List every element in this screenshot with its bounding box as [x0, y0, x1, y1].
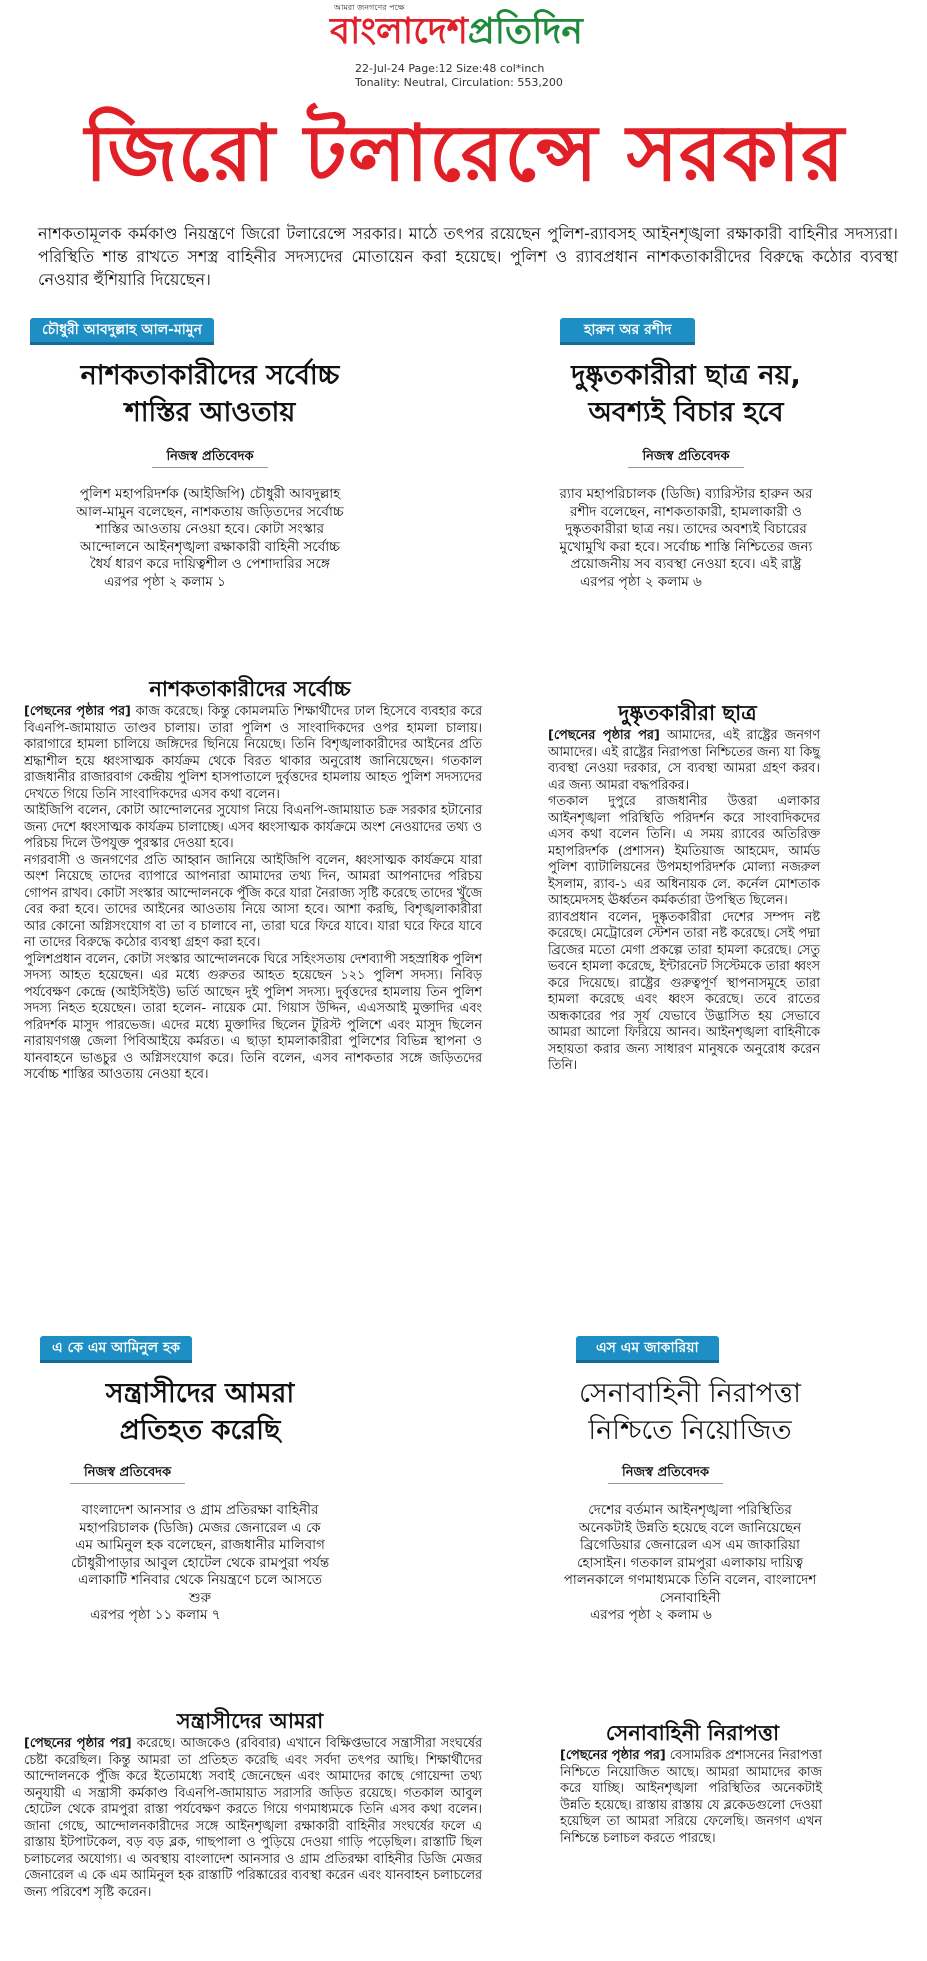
story-army-body — [560, 1748, 822, 1847]
story-army-subhead: সেনাবাহিনী নিরাপত্তা — [605, 1721, 780, 1745]
story-army-jump-label: [পেছনের পৃষ্ঠার পর] — [560, 1748, 666, 1763]
story-igp-jump-label: [পেছনের পৃষ্ঠার পর] — [24, 704, 131, 719]
story-rab-byline-badge: হারুন অর রশীদ — [560, 318, 695, 345]
story-rab-intro-text: র‍্যাব মহাপরিচালক (ডিজি) ব্যারিস্টার হারুন অর রশীদ বলেছেন, নাশকতাকারী, হামলাকারী ও দুষ্কৃতকারীরা ছাত্র নয়। তাদের অবশ্যই বিচারের মুখোমুখি করা হবে। সর্বোচ্চ শাস্তি নিশ্চিতের জন্য প্রয়োজনীয় সব ব্যবস্থা নেওয়া হবে। এই রাষ্ট্র — [559, 486, 813, 572]
story-army-title: সেনাবাহিনী নিরাপত্তা নিশ্চিতে নিয়োজিত — [579, 1378, 801, 1446]
story-ansar-intro — [70, 1502, 330, 1607]
story-ansar-jump-label: [পেছনের পৃষ্ঠার পর] — [24, 1736, 132, 1751]
story-rab-para-1: [পেছনের পৃষ্ঠার পর] আমাদের, এই রাষ্ট্রের জনগণ আমাদের। এই রাষ্ট্রের নিরাপত্তা নিশ্চিতের জন্য যা কিছু ব্যবস্থা নেওয়া দরকার, সে ব্যবস্থা আমরা গ্রহণ করব। এর জন্য আমরা বদ্ধপরিকর। — [548, 728, 820, 793]
story-igp-para-3: নগরবাসী ও জনগণের প্রতি আহ্বান জানিয়ে আইজিপি বলেন, ধ্বংসাত্মক কার্যক্রমে যারা অংশ নিয়েছে তাদের ব্যাপারে আপনারা আমাদের তথ্য দিন, আমরা আপনাদের পরিচয় গোপন রাখব। কোটা সংস্কার আন্দোলনকে পুঁজি করে যারা নৈরাজ্য সৃষ্টি করেছে তাদের খুঁজে বের করা হবে। তাদের আইনের আওতায় নিয়ে আসা হবে। আশা করছি, বিশৃঙ্খলাকারীরা আর কোনো অগ্নিসংযোগ বা তা ব চালাবে না, তারা ঘরে ফিরে যাবে। যারা ঘরে ফিরে যাবে না তাদের বিরুদ্ধে কঠোর ব্যবস্থা গ্রহণ করা হবে। — [24, 852, 482, 950]
story-ansar — [40, 1336, 460, 1625]
logo-part-1: বাংলাদেশ — [330, 11, 468, 52]
story-igp-body — [24, 704, 482, 1084]
story-army-byline-badge: এস এম জাকারিয়া — [576, 1336, 719, 1363]
story-igp-intro-text: পুলিশ মহাপরিদর্শক (আইজিপি) চৌধুরী আবদুল্লাহ আল-মামুন বলেছেন, নাশকতায় জড়িতদের সর্বোচ্চ শাস্তির আওতায় নেওয়া হবে। কোটা সংস্কার আন্দোলনে আইনশৃঙ্খলা রক্ষাকারী বাহিনী সর্বোচ্চ ধৈর্য ধারণ করে দায়িত্বশীল ও পেশাদারির সঙ্গে — [76, 486, 344, 572]
story-igp-byline-badge: চৌধুরী আবদুল্লাহ আল-মামুন — [30, 318, 214, 345]
story-army-reporter: নিজস্ব প্রতিবেদক — [608, 1463, 723, 1484]
story-igp-reporter: নিজস্ব প্রতিবেদক — [152, 447, 267, 468]
story-army-continued: এরপর পৃষ্ঠা ২ কলাম ৬ — [590, 1607, 712, 1623]
story-rab-subhead: দুষ্কৃতকারীরা ছাত্র — [618, 701, 757, 725]
story-ansar-subhead: সন্ত্রাসীদের আমরা — [176, 1709, 324, 1733]
story-igp-continued: এরপর পৃষ্ঠা ২ কলাম ১ — [104, 573, 226, 590]
clipping-meta — [355, 62, 563, 90]
story-army-para-1: [পেছনের পৃষ্ঠার পর] বেসামরিক প্রশাসনের নিরাপত্তা নিশ্চিতে নিয়োজিত আছে। আমরা আমাদের কাজ করে যাচ্ছি। আইনশৃঙ্খলা পরিস্থিতির অনেকটাই উন্নতি হয়েছে। রাস্তায় রাস্তায় যে ব্লকেডগুলো দেওয়া হয়েছিল তা আমরা সরিয়ে ফেলেছি। জনগণ এখন নিশ্চিন্তে চলাচল করতে পারছে। — [560, 1748, 822, 1846]
story-rab — [540, 318, 910, 591]
story-igp — [30, 318, 460, 591]
story-igp-para-4: পুলিশপ্রধান বলেন, কোটা সংস্কার আন্দোলনকে ঘিরে সহিংসতায় দেশব্যাপী সহস্রাধিক পুলিশ সদস্য আহত হয়েছেন। এর মধ্যে গুরুতর আহত হয়েছেন ১২১ পুলিশ সদস্য। নিবিড় পর্যবেক্ষণ কেন্দ্রে (আইসিইউ) ভর্তি আছেন দুই পুলিশ সদস্য। দুর্বৃত্তদের হামলায় তিন পুলিশ সদস্য নিহত হয়েছেন। তারা হলেন- নায়েক মো. গিয়াস উদ্দিন, এএসআই মুক্তাদির এবং পরিদর্শক মাসুদ পারভেজ। এদের মধ্যে মুক্তাদির ছিলেন টুরিস্ট পুলিশে এবং মাসুদ ছিলেন নারায়ণগঞ্জ জেলা পিবিআইয়ে কর্মরত। এ ছাড়া হামলাকারীরা পুলিশের বিভিন্ন স্থাপনা ও যানবাহনে ভাঙচুর ও অগ্নিসংযোগ করে। তিনি বলেন, এসব নাশকতার সঙ্গে জড়িতদের সর্বোচ্চ শাস্তির আওতায় নেওয়া হবে। — [24, 951, 482, 1082]
story-ansar-continued: এরপর পৃষ্ঠা ১১ কলাম ৭ — [90, 1607, 221, 1623]
story-ansar-intro-text: বাংলাদেশ আনসার ও গ্রাম প্রতিরক্ষা বাহিনীর মহাপরিচালক (ডিজি) মেজর জেনারেল এ কে এম আমিনুল হক বলেছেন, রাজধানীর মালিবাগ চৌধুরীপাড়ার আবুল হোটেল থেকে রামপুরা পর্যন্ত এলাকাটি শনিবার থেকে নিয়ন্ত্রণে চলে আসতে শুরু — [70, 1502, 330, 1606]
story-rab-para-2: গতকাল দুপুরে রাজধানীর উত্তরা এলাকার আইনশৃঙ্খলা পরিস্থিতি পরিদর্শন করে সাংবাদিকদের এসব কথা বলেন তিনি। এ সময় র‍্যাবের অতিরিক্ত মহাপরিদর্শক (প্রশাসন) ইমতিয়াজ আহমেদ, আর্মড পুলিশ ব্যাটালিয়নের উপমহাপরিদর্শক মোল্যা নজরুল ইসলাম, র‍্যাব-১ এর অধিনায়ক লে. কর্নেল মোশতাক আহমেদসহ ঊর্ধ্বতন কর্মকর্তারা উপস্থিত ছিলেন। — [548, 794, 820, 908]
clipping-meta-line-1: 22-Jul-24 Page:12 Size:48 col*inch — [355, 62, 545, 75]
newspaper-logo — [330, 12, 583, 52]
logo-part-2: প্রতিদিন — [467, 11, 583, 52]
story-army-intro — [560, 1502, 820, 1607]
story-rab-title: দুষ্কৃতকারীরা ছাত্র নয়, অবশ্যই বিচার হবে — [571, 360, 801, 428]
main-headline: জিরো টলারেন্সে সরকার — [85, 109, 845, 199]
story-rab-intro — [546, 486, 826, 574]
story-igp-title: নাশকতাকারীদের সর্বোচ্চ শাস্তির আওতায় — [80, 360, 340, 428]
story-ansar-para-1: [পেছনের পৃষ্ঠার পর] করেছে। আজকেও (রবিবার) এখানে বিক্ষিপ্তভাবে সন্ত্রাসীরা সংঘর্ষের চেষ্টা করেছিল। কিন্তু আমরা তা প্রতিহত করেছি এবং সর্বদা তৎপর আছি। শিক্ষার্থীদের আন্দোলনকে পুঁজি করে ইতোমধ্যে সবাই জেনেছেন এবং আমাদের কাছে গোয়েন্দা তথ্য অনুযায়ী এ সন্ত্রাসী কর্মকাণ্ড বিএনপি-জামায়াত সরাসরি জড়িত রয়েছে। গতকাল আবুল হোটেল থেকে রামপুরা রাস্তা পর্যবেক্ষণ করতে গিয়ে গণমাধ্যমকে তিনি এসব কথা বলেন। জানা গেছে, আন্দোলনকারীদের সঙ্গে আইনশৃঙ্খলা রক্ষাকারী বাহিনীর সংঘর্ষের ফলে এ রাস্তায় ইটপাটকেল, বড় বড় ব্লক, গাছপালা ও পুড়িয়ে দেওয়া গাড়ি পড়েছিল। রাস্তাটি ছিল চলাচলের অযোগ্য। এ অবস্থায় বাংলাদেশ আনসার ও গ্রাম প্রতিরক্ষা বাহিনীর ডিজি মেজর জেনারেল এ কে এম আমিনুল হক রাস্তাটি পরিষ্কারের ব্যবস্থা করেন এবং যানবাহন চলাচলের জন্য পরিবেশ সৃষ্টি করেন। — [24, 1736, 482, 1900]
story-rab-para-3: র‍্যাবপ্রধান বলেন, দুষ্কৃতকারীরা দেশের সম্পদ নষ্ট করেছে। মেট্রোরেল স্টেশন তারা নষ্ট করেছে। সেই পদ্মা ব্রিজের মতো মেগা প্রকল্পে তারা হামলা করেছে। সেতু ভবনে হামলা করেছে, ইন্টারনেট সিস্টেমকে তারা ধ্বংস করে দিয়েছে। রাষ্ট্রের গুরুত্বপূর্ণ স্থাপনাসমূহে তারা হামলা করেছে এবং ধ্বংস করেছে। তবে রাতের অন্ধকারের পর সূর্য যেভাবে উদ্ভাসিত হয় সেভাবে আমরা আলো ফিরিয়ে আনব। আইনশৃঙ্খলা বাহিনীকে সহায়তা করার জন্য সাধারণ মানুষকে অনুরোধ করেন তিনি। — [548, 909, 820, 1073]
story-ansar-body — [24, 1736, 482, 1901]
story-ansar-title: সন্ত্রাসীদের আমরা প্রতিহত করেছি — [105, 1378, 295, 1446]
story-ansar-reporter: নিজস্ব প্রতিবেদক — [70, 1463, 185, 1484]
masthead-tagline: আমরা জনগণের পক্ষে — [334, 3, 405, 12]
story-rab-reporter: নিজস্ব প্রতিবেদক — [628, 447, 743, 468]
story-army-intro-text: দেশের বর্তমান আইনশৃঙ্খলা পরিস্থিতির অনেকটাই উন্নতি হয়েছে বলে জানিয়েছেন ব্রিগেডিয়ার জেনারেল এস এম জাকারিয়া হোসাইন। গতকাল রামপুরা এলাকায় দায়িত্ব পালনকালে গণমাধ্যমকে তিনি বলেন, বাংলাদেশ সেনাবাহিনী — [563, 1502, 817, 1606]
story-rab-continued: এরপর পৃষ্ঠা ২ কলাম ৬ — [580, 573, 702, 590]
story-igp-para-2: আইজিপি বলেন, কোটা আন্দোলনের সুযোগ নিয়ে বিএনপি-জামায়াত চক্র সরকার হটানোর জন্য দেশে ধ্বংসাত্মক কার্যক্রম চালাচ্ছে। এসব ধ্বংসাত্মক কার্যক্রমে অংশ নেওয়াদের তথ্য ও পরিচয় দিলে উপযুক্ত পুরস্কার দেওয়া হবে। — [24, 803, 482, 851]
story-igp-subhead: নাশকতাকারীদের সর্বোচ্চ — [149, 677, 351, 701]
story-army — [560, 1336, 910, 1625]
story-igp-para-1: [পেছনের পৃষ্ঠার পর] কাজ করেছে। কিন্তু কোমলমতি শিক্ষার্থীদের ঢাল হিসেবে ব্যবহার করে বিএনপি-জামায়াত তাণ্ডব চালায়। তারা পুলিশ ও সাংবাদিকদের ওপর হামলা চালায়। কারাগারে হামলা চালিয়ে জঙ্গিদের ছিনিয়ে নিয়েছে। তিনি বিশৃঙ্খলাকারীদের আইনের প্রতি শ্রদ্ধাশীল হয়ে ধ্বংসাত্মক কার্যক্রম থেকে বিরত থাকার অনুরোধ জানিয়েছেন। গতকাল রাজধানীর রাজারবাগ কেন্দ্রীয় পুলিশ হাসপাতালে দুর্বৃত্তদের হামলায় আহত পুলিশ সদস্যদের দেখতে গিয়ে তিনি সাংবাদিকদের এসব কথা বলেন। — [24, 704, 483, 802]
clipping-meta-line-2: Tonality: Neutral, Circulation: 553,200 — [355, 76, 563, 89]
story-rab-body — [548, 728, 820, 1075]
story-rab-jump-label: [পেছনের পৃষ্ঠার পর] — [548, 728, 660, 743]
story-igp-intro — [70, 486, 350, 574]
story-ansar-byline-badge: এ কে এম আমিনুল হক — [40, 1336, 192, 1363]
lead-paragraph: নাশকতামূলক কর্মকাণ্ড নিয়ন্ত্রণে জিরো টলারেন্সে সরকার। মাঠে তৎপর রয়েছেন পুলিশ-র‍্যাবসহ আইনশৃঙ্খলা রক্ষাকারী বাহিনীর সদস্যরা। পরিস্থিতি শান্ত রাখতে সশস্ত্র বাহিনীর সদস্যদের মোতায়েন করা হয়েছে। পুলিশ ও র‍্যাবপ্রধান নাশকতাকারীদের বিরুদ্ধে কঠোর ব্যবস্থা নেওয়ার হুঁশিয়ারি দিয়েছেন। — [38, 224, 898, 289]
